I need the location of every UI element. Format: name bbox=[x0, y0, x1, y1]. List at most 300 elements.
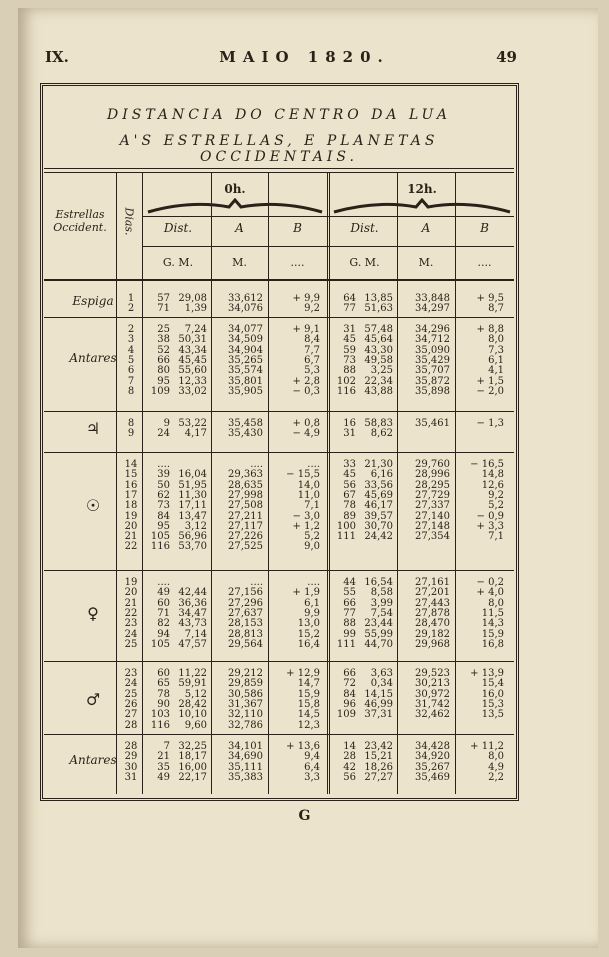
table-cell: 58,83 bbox=[364, 418, 393, 429]
table-cell: 77 bbox=[343, 303, 356, 315]
table-cell: 95 bbox=[157, 375, 170, 387]
table-cell: 46,99 bbox=[364, 698, 393, 710]
table-cell: 8,62 bbox=[370, 428, 393, 440]
table-cell: 34,509 bbox=[228, 334, 263, 346]
table-cell: 105 bbox=[150, 638, 170, 650]
table-cell: 11,22 bbox=[178, 668, 207, 679]
table-cell: 27,525 bbox=[228, 541, 263, 553]
page-title-month: MAIO 1820. bbox=[219, 48, 390, 66]
table-cell: 71 bbox=[157, 303, 170, 315]
table-cell: 94 bbox=[157, 628, 170, 640]
table-cell: 14 bbox=[124, 459, 138, 470]
table-cell: − 1,3 bbox=[476, 418, 504, 429]
table-cell: 22,17 bbox=[178, 771, 207, 783]
table-cell: 28,42 bbox=[178, 698, 207, 710]
table-cell: 55 bbox=[343, 587, 356, 599]
table-cell: 34,296 bbox=[415, 324, 450, 335]
table-cell: 7,54 bbox=[370, 607, 393, 619]
table-cell: 28 bbox=[343, 751, 356, 763]
table-cell: 6,16 bbox=[370, 469, 393, 481]
table-cell: 3,25 bbox=[370, 365, 393, 377]
table-cell: 7 bbox=[163, 741, 170, 752]
table-cell: 6,4 bbox=[304, 761, 320, 773]
table-cell: 35,458 bbox=[228, 418, 263, 429]
table-cell: 8 bbox=[127, 418, 135, 429]
table-cell: 62 bbox=[157, 489, 170, 501]
table-cell: 3,99 bbox=[370, 597, 393, 609]
table-cell: 27,878 bbox=[415, 607, 450, 619]
table-cell: 12,3 bbox=[297, 719, 320, 731]
subheader-label: Dist. bbox=[350, 221, 379, 235]
table-cell: 59 bbox=[343, 344, 356, 356]
units-label: G. M. bbox=[162, 256, 194, 269]
table-cell: 22 bbox=[124, 541, 138, 553]
table-cell: + 12,9 bbox=[286, 668, 320, 679]
days-header: Dias. bbox=[122, 207, 136, 236]
table-cell: 66 bbox=[343, 668, 356, 679]
table-cell: 28,996 bbox=[415, 469, 450, 481]
table-cell: 105 bbox=[150, 531, 170, 543]
table-cell: 71 bbox=[157, 607, 170, 619]
table-cell: 32,786 bbox=[228, 719, 263, 731]
table-cell: − 0,3 bbox=[292, 385, 320, 397]
table-cell: 80 bbox=[157, 365, 170, 377]
table-cell: 29,182 bbox=[415, 628, 450, 640]
column-rule bbox=[327, 172, 328, 794]
group-rule bbox=[44, 570, 514, 571]
table-cell: 116 bbox=[150, 541, 170, 553]
table-cell: 21 bbox=[157, 751, 170, 763]
table-cell: 35,469 bbox=[415, 771, 450, 783]
table-cell: 102 bbox=[336, 375, 356, 387]
table-cell: 35,111 bbox=[228, 761, 263, 773]
table-cell: + 13,6 bbox=[286, 741, 320, 752]
table-cell: 43,34 bbox=[178, 344, 207, 356]
table-cell: 5,12 bbox=[184, 688, 207, 700]
table-cell: 5,3 bbox=[304, 365, 320, 377]
table-cell: .... bbox=[250, 577, 263, 588]
table-cell: 27,156 bbox=[228, 587, 263, 599]
table-cell: 45 bbox=[343, 334, 356, 346]
subheader-rule bbox=[142, 216, 514, 217]
table-cell: 42 bbox=[343, 761, 356, 773]
group-rule bbox=[44, 317, 514, 318]
table-cell: 34,712 bbox=[415, 334, 450, 346]
table-cell: + 9,5 bbox=[476, 293, 504, 304]
table-cell: 15,9 bbox=[481, 628, 504, 640]
table-cell: 16,8 bbox=[481, 638, 504, 650]
table-cell: 22 bbox=[124, 607, 138, 619]
table-cell: 0,34 bbox=[370, 678, 393, 690]
table-cell: 16 bbox=[343, 418, 356, 429]
table-cell: 60 bbox=[157, 597, 170, 609]
table-cell: 7,1 bbox=[304, 500, 320, 512]
table-cell: + 9,9 bbox=[292, 293, 320, 304]
table-cell: 45,69 bbox=[364, 489, 393, 501]
table-cell: 7,14 bbox=[184, 628, 207, 640]
table-cell: 9,2 bbox=[488, 489, 504, 501]
table-cell: 35,801 bbox=[228, 375, 263, 387]
table-cell: 32,25 bbox=[178, 741, 207, 752]
table-title-line1: DISTANCIA DO CENTRO DA LUA bbox=[106, 107, 452, 123]
table-cell: 2,2 bbox=[488, 771, 504, 783]
table-cell: 34,428 bbox=[415, 741, 450, 752]
subheader-label: A bbox=[235, 221, 244, 235]
star-label: Espiga bbox=[72, 294, 114, 309]
table-cell: 9,60 bbox=[184, 719, 207, 731]
table-cell: 27,211 bbox=[228, 510, 263, 522]
table-cell: 46,17 bbox=[364, 500, 393, 512]
table-cell: 43,88 bbox=[364, 385, 393, 397]
table-cell: 9,2 bbox=[304, 303, 320, 315]
table-cell: 14,7 bbox=[297, 678, 320, 690]
table-cell: 8 bbox=[127, 385, 135, 397]
table-cell: 57 bbox=[157, 293, 170, 304]
table-cell: 33,56 bbox=[364, 479, 393, 491]
table-cell: 23 bbox=[124, 618, 138, 630]
table-cell: 21 bbox=[124, 597, 138, 609]
table-cell: 72 bbox=[343, 678, 356, 690]
table-cell: 42,44 bbox=[178, 587, 207, 599]
table-cell: 45 bbox=[343, 469, 356, 481]
table-cell: 4,17 bbox=[184, 428, 207, 440]
table-cell: 2 bbox=[127, 303, 135, 315]
table-cell: 4,1 bbox=[488, 365, 504, 377]
table-cell: 53,70 bbox=[178, 541, 207, 553]
table-cell: 15,8 bbox=[297, 698, 320, 710]
table-cell: 23 bbox=[124, 668, 138, 679]
table-cell: 31 bbox=[343, 428, 356, 440]
units-label: M. bbox=[418, 256, 434, 269]
table-cell: 29,523 bbox=[415, 668, 450, 679]
table-cell: 16,0 bbox=[481, 688, 504, 700]
table-cell: 15,9 bbox=[297, 688, 320, 700]
table-cell: + 1,5 bbox=[476, 375, 504, 387]
table-cell: 116 bbox=[150, 719, 170, 731]
table-cell: .... bbox=[307, 459, 320, 470]
table-cell: 1 bbox=[127, 293, 135, 304]
table-cell: 18,17 bbox=[178, 751, 207, 763]
table-cell: 16,00 bbox=[178, 761, 207, 773]
subheader-label: B bbox=[480, 221, 489, 235]
table-cell: 25 bbox=[124, 688, 138, 700]
group-rule bbox=[44, 734, 514, 735]
table-cell: 11,5 bbox=[481, 607, 504, 619]
table-cell: 27,201 bbox=[415, 587, 450, 599]
table-cell: 27,337 bbox=[415, 500, 450, 512]
table-cell: 109 bbox=[336, 709, 356, 721]
table-cell: − 2,0 bbox=[476, 385, 504, 397]
table-cell: 14,8 bbox=[481, 469, 504, 481]
table-cell: 34,076 bbox=[228, 303, 263, 315]
table-cell: 20 bbox=[124, 520, 138, 532]
table-cell: 23,44 bbox=[364, 618, 393, 630]
table-cell: 78 bbox=[157, 688, 170, 700]
table-cell: 47,57 bbox=[178, 638, 207, 650]
table-cell: + 8,8 bbox=[476, 324, 504, 335]
table-cell: 27,140 bbox=[415, 510, 450, 522]
units-rule bbox=[142, 246, 514, 247]
table-cell: 52 bbox=[157, 344, 170, 356]
table-cell: 8,4 bbox=[304, 334, 320, 346]
table-cell: .... bbox=[157, 459, 170, 470]
table-cell: 60 bbox=[157, 668, 170, 679]
header-bottom-rule bbox=[44, 279, 514, 281]
table-cell: 21 bbox=[124, 531, 138, 543]
table-cell: 32,462 bbox=[415, 709, 450, 721]
table-cell: 37,31 bbox=[364, 709, 393, 721]
table-cell: 116 bbox=[336, 385, 356, 397]
table-cell: 9,9 bbox=[304, 607, 320, 619]
table-cell: 31 bbox=[124, 771, 138, 783]
table-cell: 29,968 bbox=[415, 638, 450, 650]
table-cell: 8,0 bbox=[488, 751, 504, 763]
table-cell: 35,383 bbox=[228, 771, 263, 783]
table-cell: 73 bbox=[157, 500, 170, 512]
table-cell: 17,11 bbox=[178, 500, 207, 512]
table-cell: 27,354 bbox=[415, 531, 450, 543]
table-cell: 3,63 bbox=[370, 668, 393, 679]
table-cell: 9,4 bbox=[304, 751, 320, 763]
title-divider bbox=[44, 168, 514, 169]
star-label: Antares bbox=[69, 351, 117, 366]
time-12h-header: 12h. bbox=[407, 182, 437, 196]
table-cell: 33,848 bbox=[415, 293, 450, 304]
signature-mark: G bbox=[298, 808, 311, 824]
table-cell: 16,54 bbox=[364, 577, 393, 588]
table-cell: 8,0 bbox=[488, 334, 504, 346]
table-cell: + 1,9 bbox=[292, 587, 320, 599]
table-cell: 16,04 bbox=[178, 469, 207, 481]
table-cell: 22,34 bbox=[364, 375, 393, 387]
table-cell: 57,48 bbox=[364, 324, 393, 335]
table-cell: 27,27 bbox=[364, 771, 393, 783]
table-cell: 5,2 bbox=[488, 500, 504, 512]
table-cell: 5,2 bbox=[304, 531, 320, 543]
table-cell: 31,367 bbox=[228, 698, 263, 710]
table-cell: 35,707 bbox=[415, 365, 450, 377]
table-cell: 27,998 bbox=[228, 489, 263, 501]
table-cell: 88 bbox=[343, 618, 356, 630]
table-cell: 7 bbox=[127, 375, 135, 387]
table-cell: 64 bbox=[343, 293, 356, 304]
table-cell: 15,4 bbox=[481, 678, 504, 690]
table-cell: 2 bbox=[127, 324, 135, 335]
table-cell: 15 bbox=[124, 469, 138, 481]
table-cell: 35 bbox=[157, 761, 170, 773]
table-cell: 14 bbox=[343, 741, 356, 752]
table-cell: 28,295 bbox=[415, 479, 450, 491]
star-label: Antares bbox=[69, 752, 117, 767]
table-cell: 16,4 bbox=[297, 638, 320, 650]
table-cell: 14,3 bbox=[481, 618, 504, 630]
table-cell: 28,470 bbox=[415, 618, 450, 630]
table-cell: 25 bbox=[157, 324, 170, 335]
table-cell: 14,0 bbox=[297, 479, 320, 491]
table-cell: 11,0 bbox=[297, 489, 320, 501]
group-rule bbox=[44, 411, 514, 412]
table-cell: 30,972 bbox=[415, 688, 450, 700]
table-cell: 12,6 bbox=[481, 479, 504, 491]
table-cell: 35,461 bbox=[415, 418, 450, 429]
table-cell: 59,91 bbox=[178, 678, 207, 690]
table-cell: 34,077 bbox=[228, 324, 263, 335]
table-cell: 44,70 bbox=[364, 638, 393, 650]
table-cell: 10,10 bbox=[178, 709, 207, 721]
table-cell: 30,586 bbox=[228, 688, 263, 700]
table-cell: 66 bbox=[157, 354, 170, 366]
table-cell: 27,117 bbox=[228, 520, 263, 532]
table-cell: 15,21 bbox=[364, 751, 393, 763]
table-cell: 99 bbox=[343, 628, 356, 640]
table-cell: + 13,9 bbox=[470, 668, 504, 679]
table-title-line2: A'S ESTRELLAS, E PLANETAS OCCIDENTAIS. bbox=[119, 133, 439, 165]
table-cell: 24 bbox=[157, 428, 170, 440]
group-rule bbox=[44, 452, 514, 453]
table-cell: + 3,3 bbox=[476, 520, 504, 532]
brace-12h bbox=[332, 198, 512, 214]
planet-symbol: ☉ bbox=[85, 496, 101, 516]
table-cell: 19 bbox=[124, 577, 138, 588]
table-cell: 1,39 bbox=[184, 303, 207, 315]
table-cell: 28,813 bbox=[228, 628, 263, 640]
table-cell: 33,612 bbox=[228, 293, 263, 304]
table-cell: 31,742 bbox=[415, 698, 450, 710]
table-cell: 27,637 bbox=[228, 607, 263, 619]
table-cell: 27,148 bbox=[415, 520, 450, 532]
planet-symbol: ♂ bbox=[85, 689, 101, 709]
table-cell: 21,30 bbox=[364, 459, 393, 470]
table-cell: 6 bbox=[127, 365, 135, 377]
table-cell: 24 bbox=[124, 678, 138, 690]
table-cell: 3,12 bbox=[184, 520, 207, 532]
table-cell: 27,729 bbox=[415, 489, 450, 501]
table-cell: 30 bbox=[124, 761, 138, 773]
table-cell: 4,9 bbox=[488, 761, 504, 773]
table-cell: 30,70 bbox=[364, 520, 393, 532]
table-cell: 16 bbox=[124, 479, 138, 491]
table-cell: 35,574 bbox=[228, 365, 263, 377]
table-cell: 7,3 bbox=[488, 344, 504, 356]
table-cell: 28 bbox=[124, 741, 138, 752]
table-cell: 20 bbox=[124, 587, 138, 599]
table-cell: 27,226 bbox=[228, 531, 263, 543]
table-cell: 55,60 bbox=[178, 365, 207, 377]
table-cell: − 0,9 bbox=[476, 510, 504, 522]
table-cell: 6,1 bbox=[304, 597, 320, 609]
table-cell: 51,95 bbox=[178, 479, 207, 491]
table-cell: 8,0 bbox=[488, 597, 504, 609]
table-cell: 43,73 bbox=[178, 618, 207, 630]
table-cell: 56,96 bbox=[178, 531, 207, 543]
table-cell: 109 bbox=[150, 385, 170, 397]
table-cell: .... bbox=[157, 577, 170, 588]
subheader-label: Dist. bbox=[163, 221, 193, 235]
group-rule bbox=[44, 661, 514, 662]
table-cell: 30,213 bbox=[415, 678, 450, 690]
table-cell: 56 bbox=[343, 479, 356, 491]
table-cell: 111 bbox=[336, 531, 356, 543]
table-cell: 34,297 bbox=[415, 303, 450, 315]
table-cell: 65 bbox=[157, 678, 170, 690]
table-cell: 111 bbox=[336, 638, 356, 650]
table-cell: + 1,2 bbox=[292, 520, 320, 532]
table-cell: 15,2 bbox=[297, 628, 320, 640]
units-label: M. bbox=[232, 256, 247, 269]
column-rule bbox=[329, 172, 330, 794]
table-cell: 34,904 bbox=[228, 344, 263, 356]
table-cell: − 0,2 bbox=[476, 577, 504, 588]
table-cell: 6,1 bbox=[488, 354, 504, 366]
table-cell: 7,24 bbox=[184, 324, 207, 335]
table-cell: 9 bbox=[127, 428, 135, 440]
table-cell: 90 bbox=[157, 698, 170, 710]
table-cell: 77 bbox=[343, 607, 356, 619]
table-cell: 8,7 bbox=[488, 303, 504, 315]
table-cell: 3 bbox=[127, 334, 135, 346]
units-label: .... bbox=[290, 256, 305, 269]
time-0h-header: 0h. bbox=[224, 182, 246, 196]
table-cell: 36,36 bbox=[178, 597, 207, 609]
subheader-label: A bbox=[421, 221, 431, 235]
table-cell: 5 bbox=[127, 354, 135, 366]
table-cell: 18 bbox=[124, 500, 138, 512]
table-cell: 6,7 bbox=[304, 354, 320, 366]
table-cell: 44 bbox=[343, 577, 356, 588]
table-cell: 95 bbox=[157, 520, 170, 532]
table-cell: 24,42 bbox=[364, 531, 393, 543]
table-cell: 29,760 bbox=[415, 459, 450, 470]
table-cell: 29,564 bbox=[228, 638, 263, 650]
table-cell: 29,859 bbox=[228, 678, 263, 690]
table-cell: 13,5 bbox=[481, 709, 504, 721]
table-cell: 17 bbox=[124, 489, 138, 501]
table-cell: + 4,0 bbox=[476, 587, 504, 599]
table-cell: 49 bbox=[157, 587, 170, 599]
table-cell: 29 bbox=[124, 751, 138, 763]
table-cell: 27,508 bbox=[228, 500, 263, 512]
table-cell: 33,02 bbox=[178, 385, 207, 397]
table-cell: 73 bbox=[343, 354, 356, 366]
table-cell: 50,31 bbox=[178, 334, 207, 346]
table-cell: 27,161 bbox=[415, 577, 450, 588]
stars-header: Estrellas Occident. bbox=[53, 208, 107, 234]
table-cell: 14,15 bbox=[364, 688, 393, 700]
table-cell: 13,47 bbox=[178, 510, 207, 522]
table-cell: 27 bbox=[124, 709, 138, 721]
table-cell: 78 bbox=[343, 500, 356, 512]
table-cell: 55,99 bbox=[364, 628, 393, 640]
table-cell: 33 bbox=[343, 459, 356, 470]
table-cell: 29,08 bbox=[178, 293, 207, 304]
table-cell: 25 bbox=[124, 638, 138, 650]
table-cell: 53,22 bbox=[178, 418, 207, 429]
table-cell: 13,0 bbox=[297, 618, 320, 630]
table-cell: 3,3 bbox=[304, 771, 320, 783]
page-number: 49 bbox=[496, 48, 517, 66]
table-cell: 27,443 bbox=[415, 597, 450, 609]
table-cell: 35,429 bbox=[415, 354, 450, 366]
table-cell: 9 bbox=[163, 418, 170, 429]
table-cell: 84 bbox=[343, 688, 356, 700]
title-divider-2 bbox=[44, 172, 514, 173]
table-cell: 103 bbox=[150, 709, 170, 721]
brace-0h bbox=[146, 198, 324, 214]
table-cell: 89 bbox=[343, 510, 356, 522]
table-cell: − 4,9 bbox=[292, 428, 320, 440]
table-cell: 29,363 bbox=[228, 469, 263, 481]
table-cell: 35,872 bbox=[415, 375, 450, 387]
